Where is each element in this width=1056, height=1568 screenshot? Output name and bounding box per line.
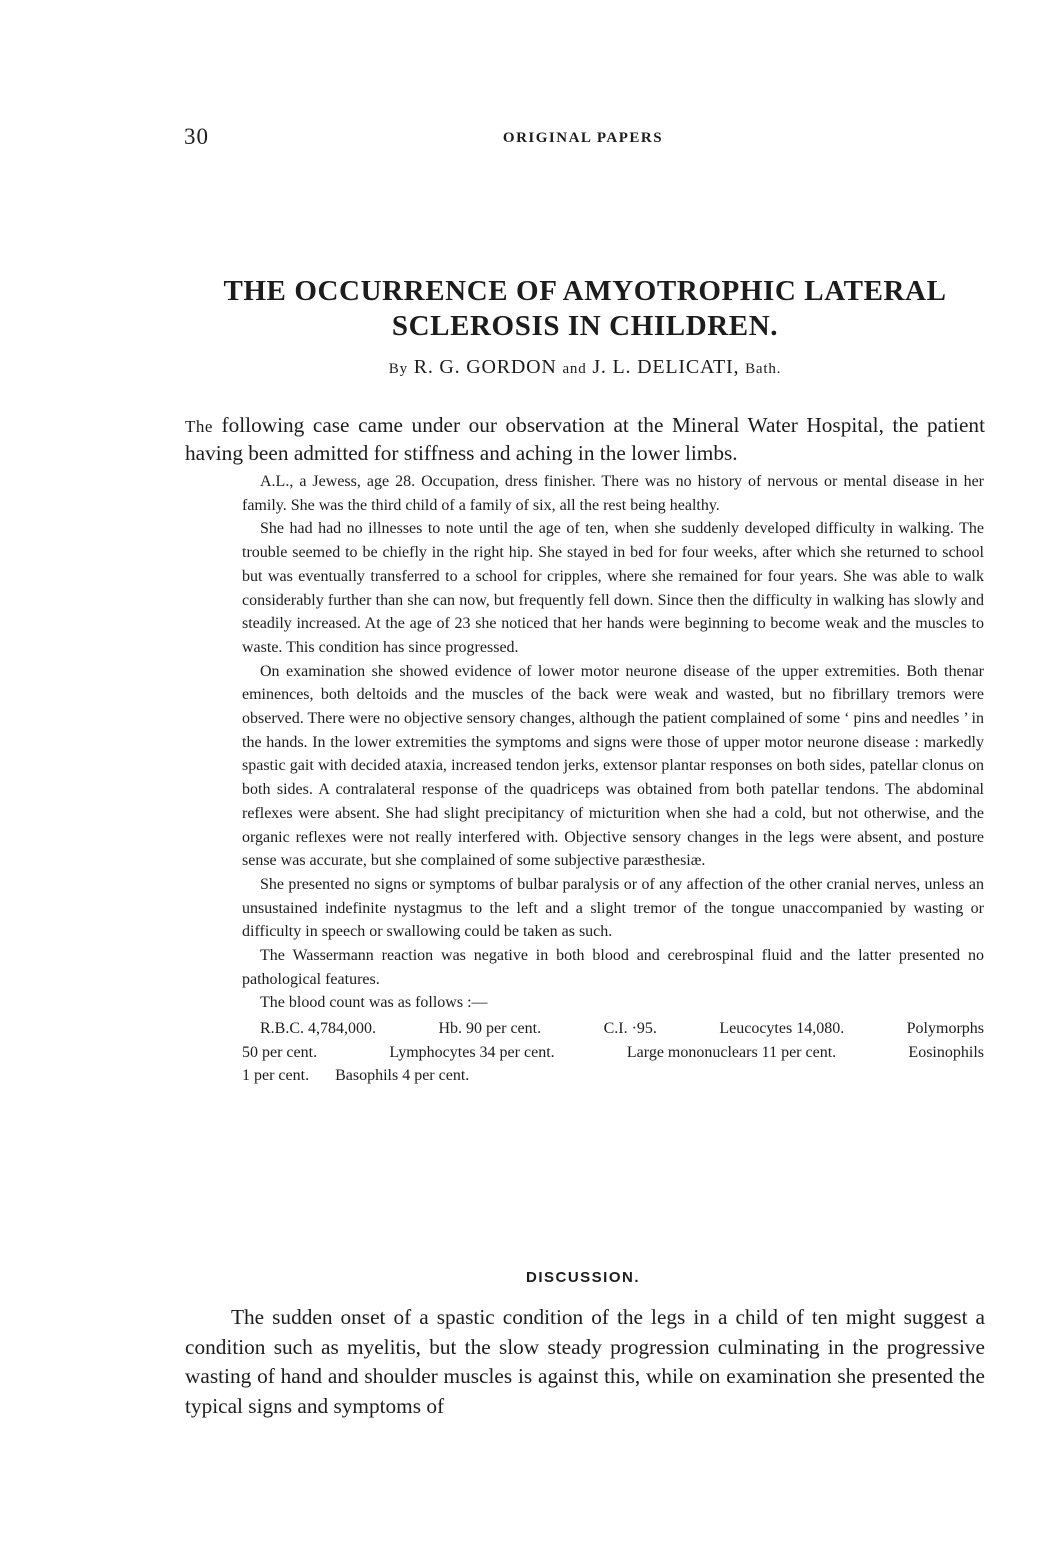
blood-count-cell: R.B.C. 4,784,000. <box>260 1020 377 1038</box>
case-paragraph: A.L., a Jewess, age 28. Occupation, dress finisher. There was no history of nervous or mental disease in her family. She was the third child of a family of six, all the rest being healthy. <box>242 473 984 514</box>
discussion-paragraph: The sudden onset of a spastic condition of the legs in a child of ten might suggest a condition such as myelitis, but the slow steady progression culminating in the progressive wasting of hand and shoulder muscles is against this, while on examination she presented the typical signs and symptoms of <box>185 1305 985 1418</box>
discussion-heading: DISCUSSION. <box>525 1269 640 1286</box>
blood-count-cell: 50 per cent. <box>242 1043 318 1061</box>
intro-paragraph <box>185 412 985 467</box>
blood-count-cell: 1 per cent. <box>242 1067 310 1085</box>
blood-count-cell: Lymphocytes 34 per cent. <box>389 1043 555 1061</box>
intro-lead-word: The <box>185 417 213 436</box>
byline-author-2: J. L. DELICATI, <box>592 356 740 378</box>
case-paragraph: She had had no illnesses to note until the age of ten, when she suddenly developed difficulty in walking. The trouble seemed to be chiefly in the right hip. She stayed in bed for four weeks, after which she returned to school but was eventually transferred to a school for cripples, where she remained for four years. She was able to walk considerably further than she can now, but frequently fell down. Since then the difficulty in walking has slowly and steadily increased. At the age of 23 she noticed that her hands were beginning to become weak and the muscles to waste. This condition has since progressed. <box>242 520 984 656</box>
case-paragraph: On examination she showed evidence of lower motor neurone disease of the upper extremities. Both thenar eminences, both deltoids and the muscles of the back were weak and wasted, but no fibrillary tremors were observed. There were no objective sensory changes, although the patient complained of some ‘ pins and needles ’ in the hands. In the lower extremities the symptoms and signs were those of upper motor neurone disease : markedly spastic gait with decided ataxia, increased tendon jerks, extensor plantar responses on both sides, patellar clonus on both sides. A contralateral response of the quadriceps was obtained from both patellar tendons. The abdominal reflexes were absent. She had slight precipitancy of micturition when she had a cold, but not otherwise, and the organic reflexes were not really interfered with. Objective sensory changes in the legs were absent, and posture sense was accurate, but she complained of some subjective paræsthesiæ. <box>242 662 984 870</box>
byline-place: Bath. <box>745 361 782 377</box>
case-paragraph: She presented no signs or symptoms of bulbar paralysis or of any affection of the other cranial nerves, unless an unsustained indefinite nystagmus to the left and a slight tremor of the tongue unaccompanied by wasting or difficulty in speech or swallowing could be taken as such. <box>242 875 984 941</box>
case-paragraph: The blood count was as follows :— <box>260 994 488 1012</box>
running-head: ORIGINAL PAPERS <box>502 130 664 146</box>
blood-count-cell: Eosinophils <box>908 1043 984 1061</box>
blood-count-row <box>242 1064 984 1088</box>
byline-by: By <box>388 361 408 377</box>
blood-count-cell: Polymorphs <box>906 1020 984 1038</box>
case-paragraph: The Wassermann reaction was negative in both blood and cerebrospinal fluid and the latter presented no pathological features. <box>242 947 984 988</box>
byline-and: and <box>562 361 587 377</box>
blood-count-cell: C.I. ·95. <box>603 1020 657 1038</box>
byline-author-1: R. G. GORDON <box>413 356 557 378</box>
article-title: THE OCCURRENCE OF AMYOTROPHIC LATERAL SCLEROSIS IN CHILDREN. <box>223 275 947 342</box>
blood-count-row <box>242 1041 984 1065</box>
intro-text: following case came under our observation at the Mineral Water Hospital, the patient having been admitted for stiffness and aching in the lower limbs. <box>185 413 985 465</box>
case-report <box>242 470 984 1088</box>
blood-count-cell: Large mononuclears 11 per cent. <box>626 1043 837 1061</box>
byline <box>150 356 1020 379</box>
blood-count-cell: Hb. 90 per cent. <box>438 1020 542 1038</box>
blood-count-cell: Leucocytes 14,080. <box>719 1020 845 1038</box>
page-number: 30 <box>184 124 209 149</box>
blood-count-table <box>242 1017 984 1088</box>
blood-count-row <box>242 1017 984 1041</box>
blood-count-cell: Basophils 4 per cent. <box>335 1067 470 1085</box>
